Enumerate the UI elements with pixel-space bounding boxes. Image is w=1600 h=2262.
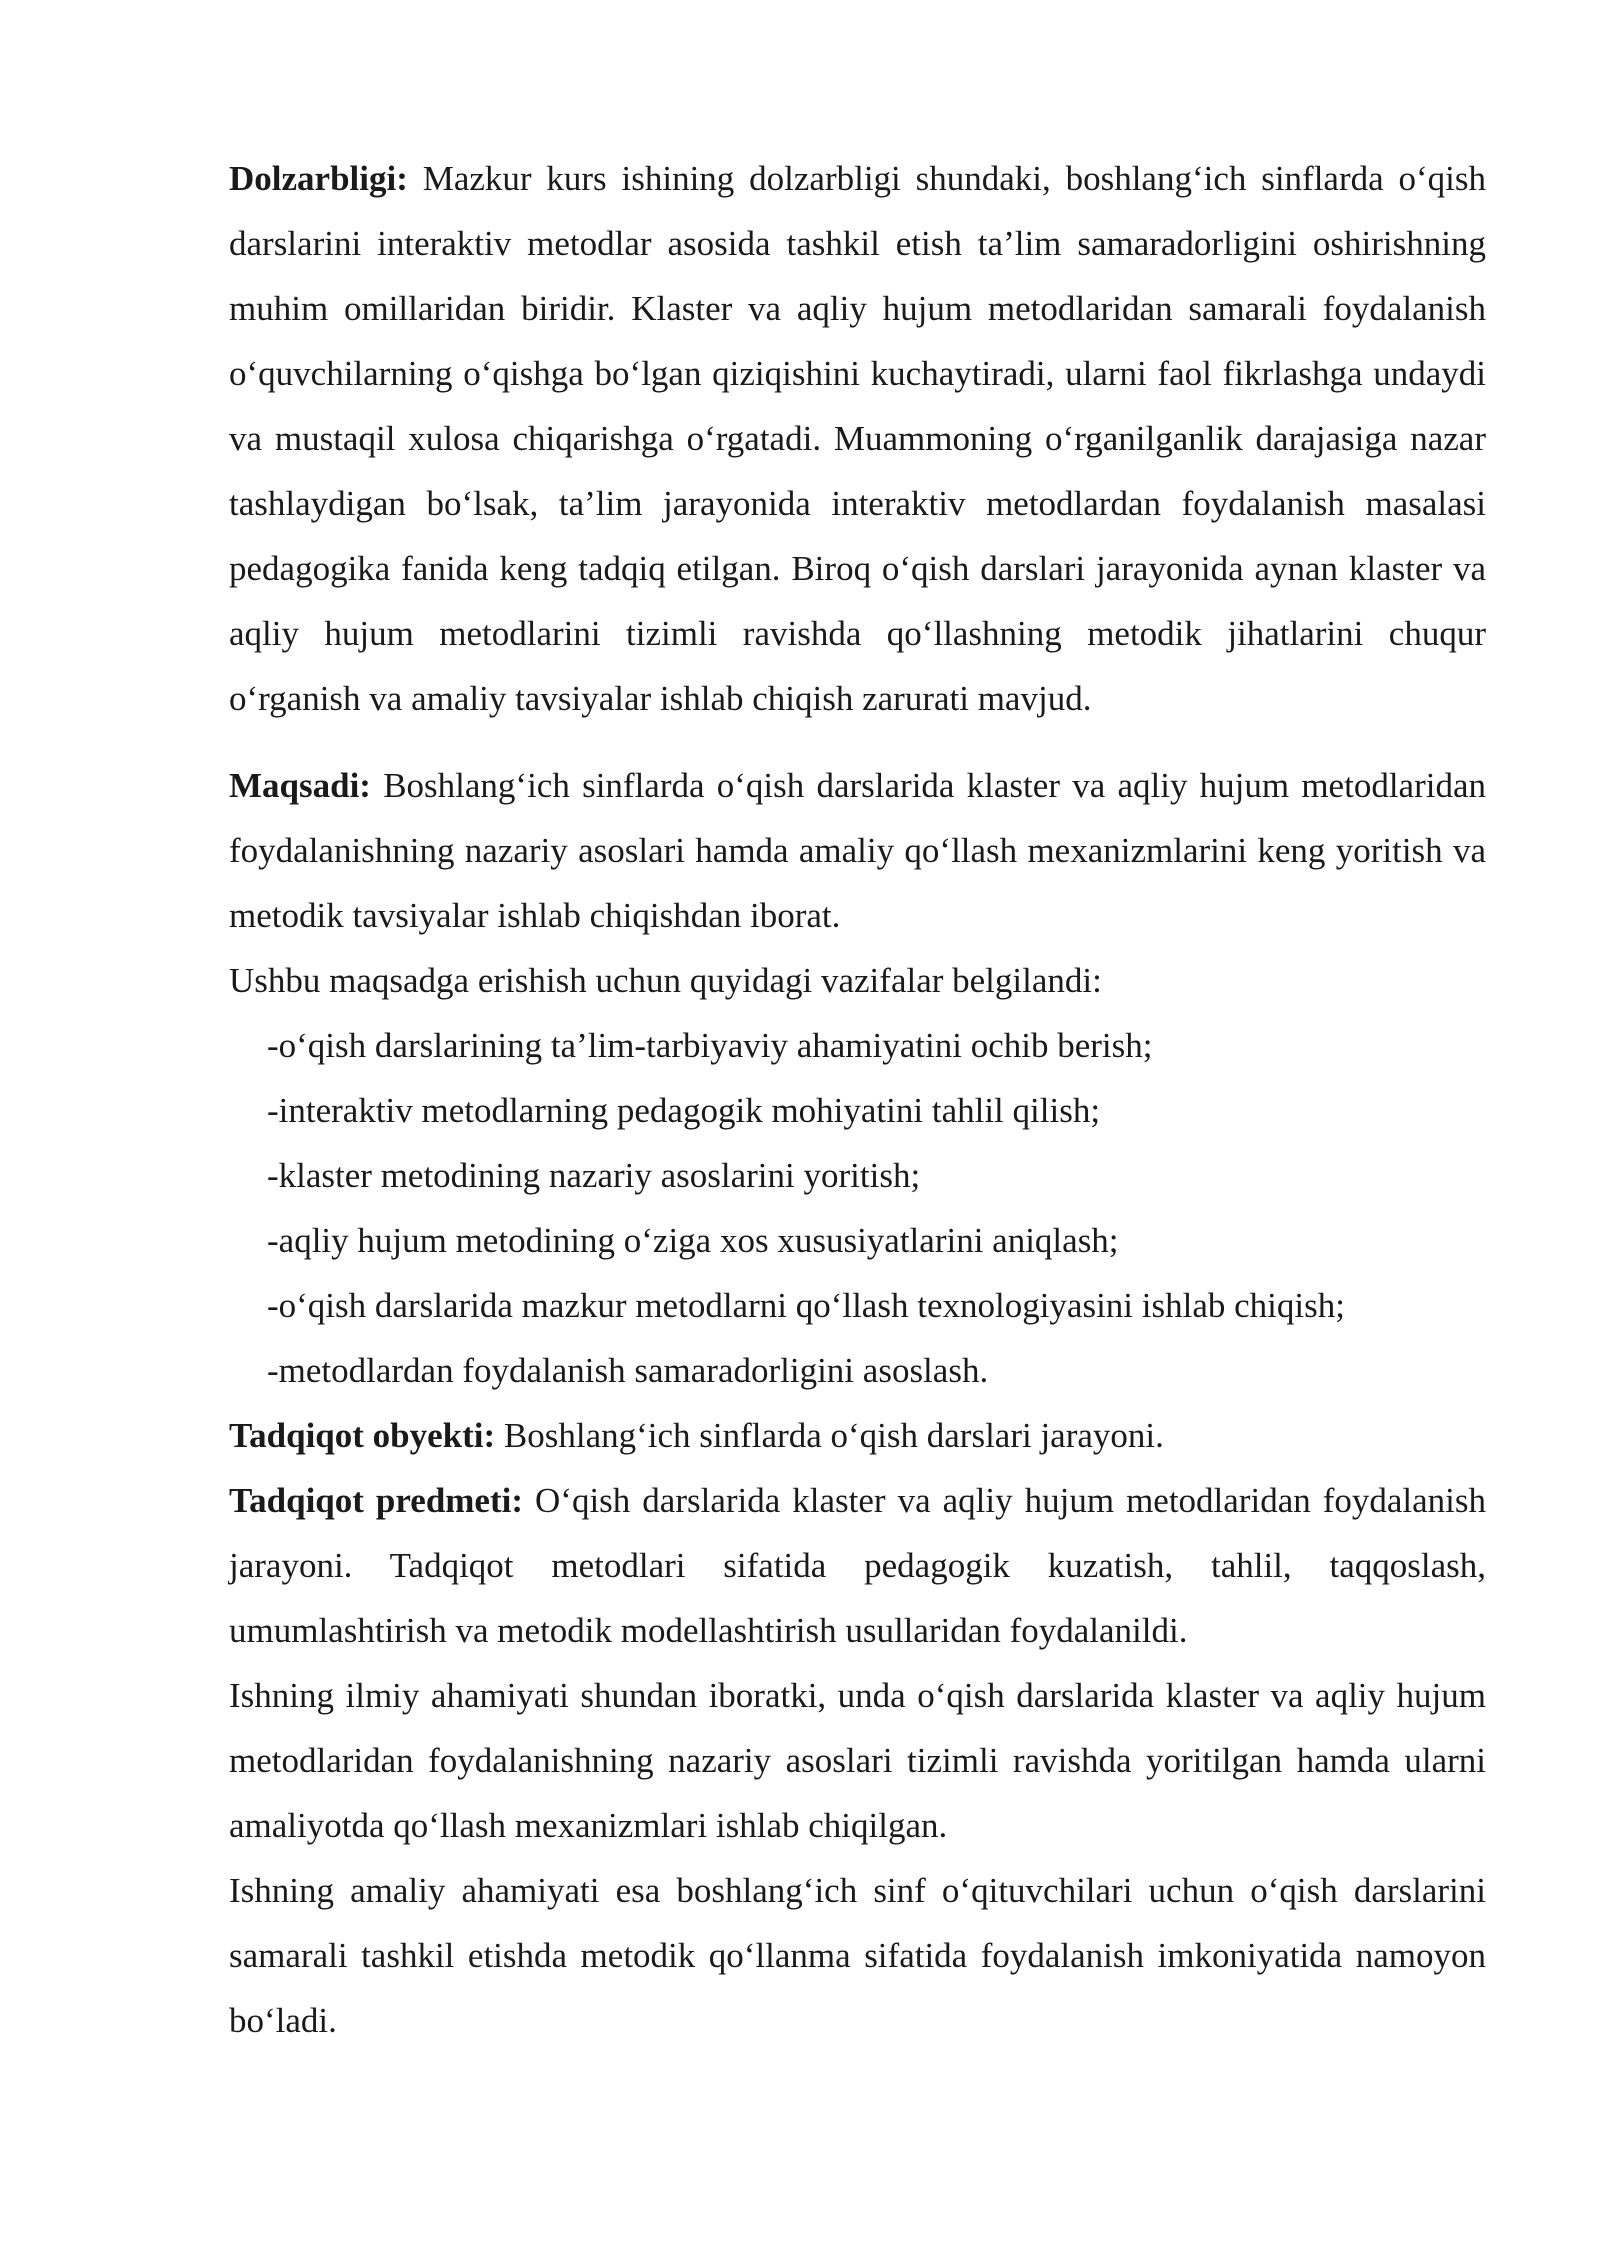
dolzarbligi-text: Mazkur kurs ishining dolzarbligi shundaki, boshlang‘ich sinflarda o‘qish darslarini interaktiv metodlar asosida tashkil etish ta’lim samaradorligini oshirishning muhim omillaridan biridir. Klaster va aqliy hujum metodlaridan samarali foydalanish o‘quvchilarning o‘qishga bo‘lgan qiziqishini kuchaytiradi, ularni faol fikrlashga undaydi va mustaqil xulosa chiqarishga o‘rgatadi. Muammoning o‘rganilganlik darajasiga nazar tashlaydigan bo‘lsak, ta’lim jarayonida interaktiv metodlardan foydalanish masalasi pedagogika fanida keng tadqiq etilgan. Biroq o‘qish darslari jarayonida aynan klaster va aqliy hujum metodlarini tizimli ravishda qo‘llashning metodik jihatlarini chuqur o‘rganish va amaliy tavsiyalar ishlab chiqish zarurati mavjud.	[229, 159, 1486, 718]
list-item: -klaster metodining nazariy asoslarini yoritish;	[267, 1156, 921, 1195]
maqsadi-text: Boshlang‘ich sinflarda o‘qish darslarida klaster va aqliy hujum metodlaridan foydalanishning nazariy asoslari hamda amaliy qo‘llash mexanizmlarini keng yoritish va metodik tavsiyalar ishlab chiqishdan iborat.	[229, 766, 1486, 935]
page-content	[229, 146, 1486, 2053]
obyekti-paragraph	[229, 1403, 1486, 1468]
ilmiy-ahamiyati-paragraph: Ishning ilmiy ahamiyati shundan iboratki, unda o‘qish darslarida klaster va aqliy hujum metodlaridan foydalanishning nazariy asoslari tizimli ravishda yoritilgan hamda ularni amaliyotda qo‘llash mexanizmlari ishlab chiqilgan.	[229, 1676, 1486, 1845]
maqsadi-label: Maqsadi:	[229, 766, 371, 805]
list-item: -o‘qish darslarining ta’lim-tarbiyaviy ahamiyatini ochib berish;	[267, 1026, 1153, 1065]
dolzarbligi-paragraph	[229, 146, 1486, 731]
list-item: -metodlardan foydalanish samaradorligini asoslash.	[267, 1351, 989, 1390]
obyekti-text: Boshlang‘ich sinflarda o‘qish darslari jarayoni.	[503, 1416, 1164, 1455]
amaliy-ahamiyati-paragraph: Ishning amaliy ahamiyati esa boshlang‘ich sinf o‘qituvchilari uchun o‘qish darslarini samarali tashkil etishda metodik qo‘llanma sifatida foydalanish imkoniyatida namoyon bo‘ladi.	[229, 1871, 1486, 2040]
obyekti-label: Tadqiqot obyekti:	[229, 1416, 496, 1455]
vazifalar-intro: Ushbu maqsadga erishish uchun quyidagi vazifalar belgilandi:	[229, 961, 1102, 1000]
list-item: -o‘qish darslarida mazkur metodlarni qo‘llash texnologiyasini ishlab chiqish;	[267, 1286, 1345, 1325]
dolzarbligi-label: Dolzarbligi:	[229, 159, 408, 198]
list-item: -interaktiv metodlarning pedagogik mohiyatini tahlil qilish;	[267, 1091, 1101, 1130]
predmeti-label: Tadqiqot predmeti:	[229, 1481, 524, 1520]
predmeti-paragraph	[229, 1468, 1486, 1663]
predmeti-text: O‘qish darslarida klaster va aqliy hujum metodlaridan foydalanish jarayoni. Tadqiqot metodlari sifatida pedagogik kuzatish, tahlil, taqqoslash, umumlashtirish va metodik modellashtirish usullaridan foydalanildi.	[229, 1481, 1487, 1650]
list-item: -aqliy hujum metodining o‘ziga xos xususiyatlarini aniqlash;	[267, 1221, 1119, 1260]
task-list	[229, 1013, 1486, 1403]
maqsadi-paragraph	[229, 753, 1486, 948]
